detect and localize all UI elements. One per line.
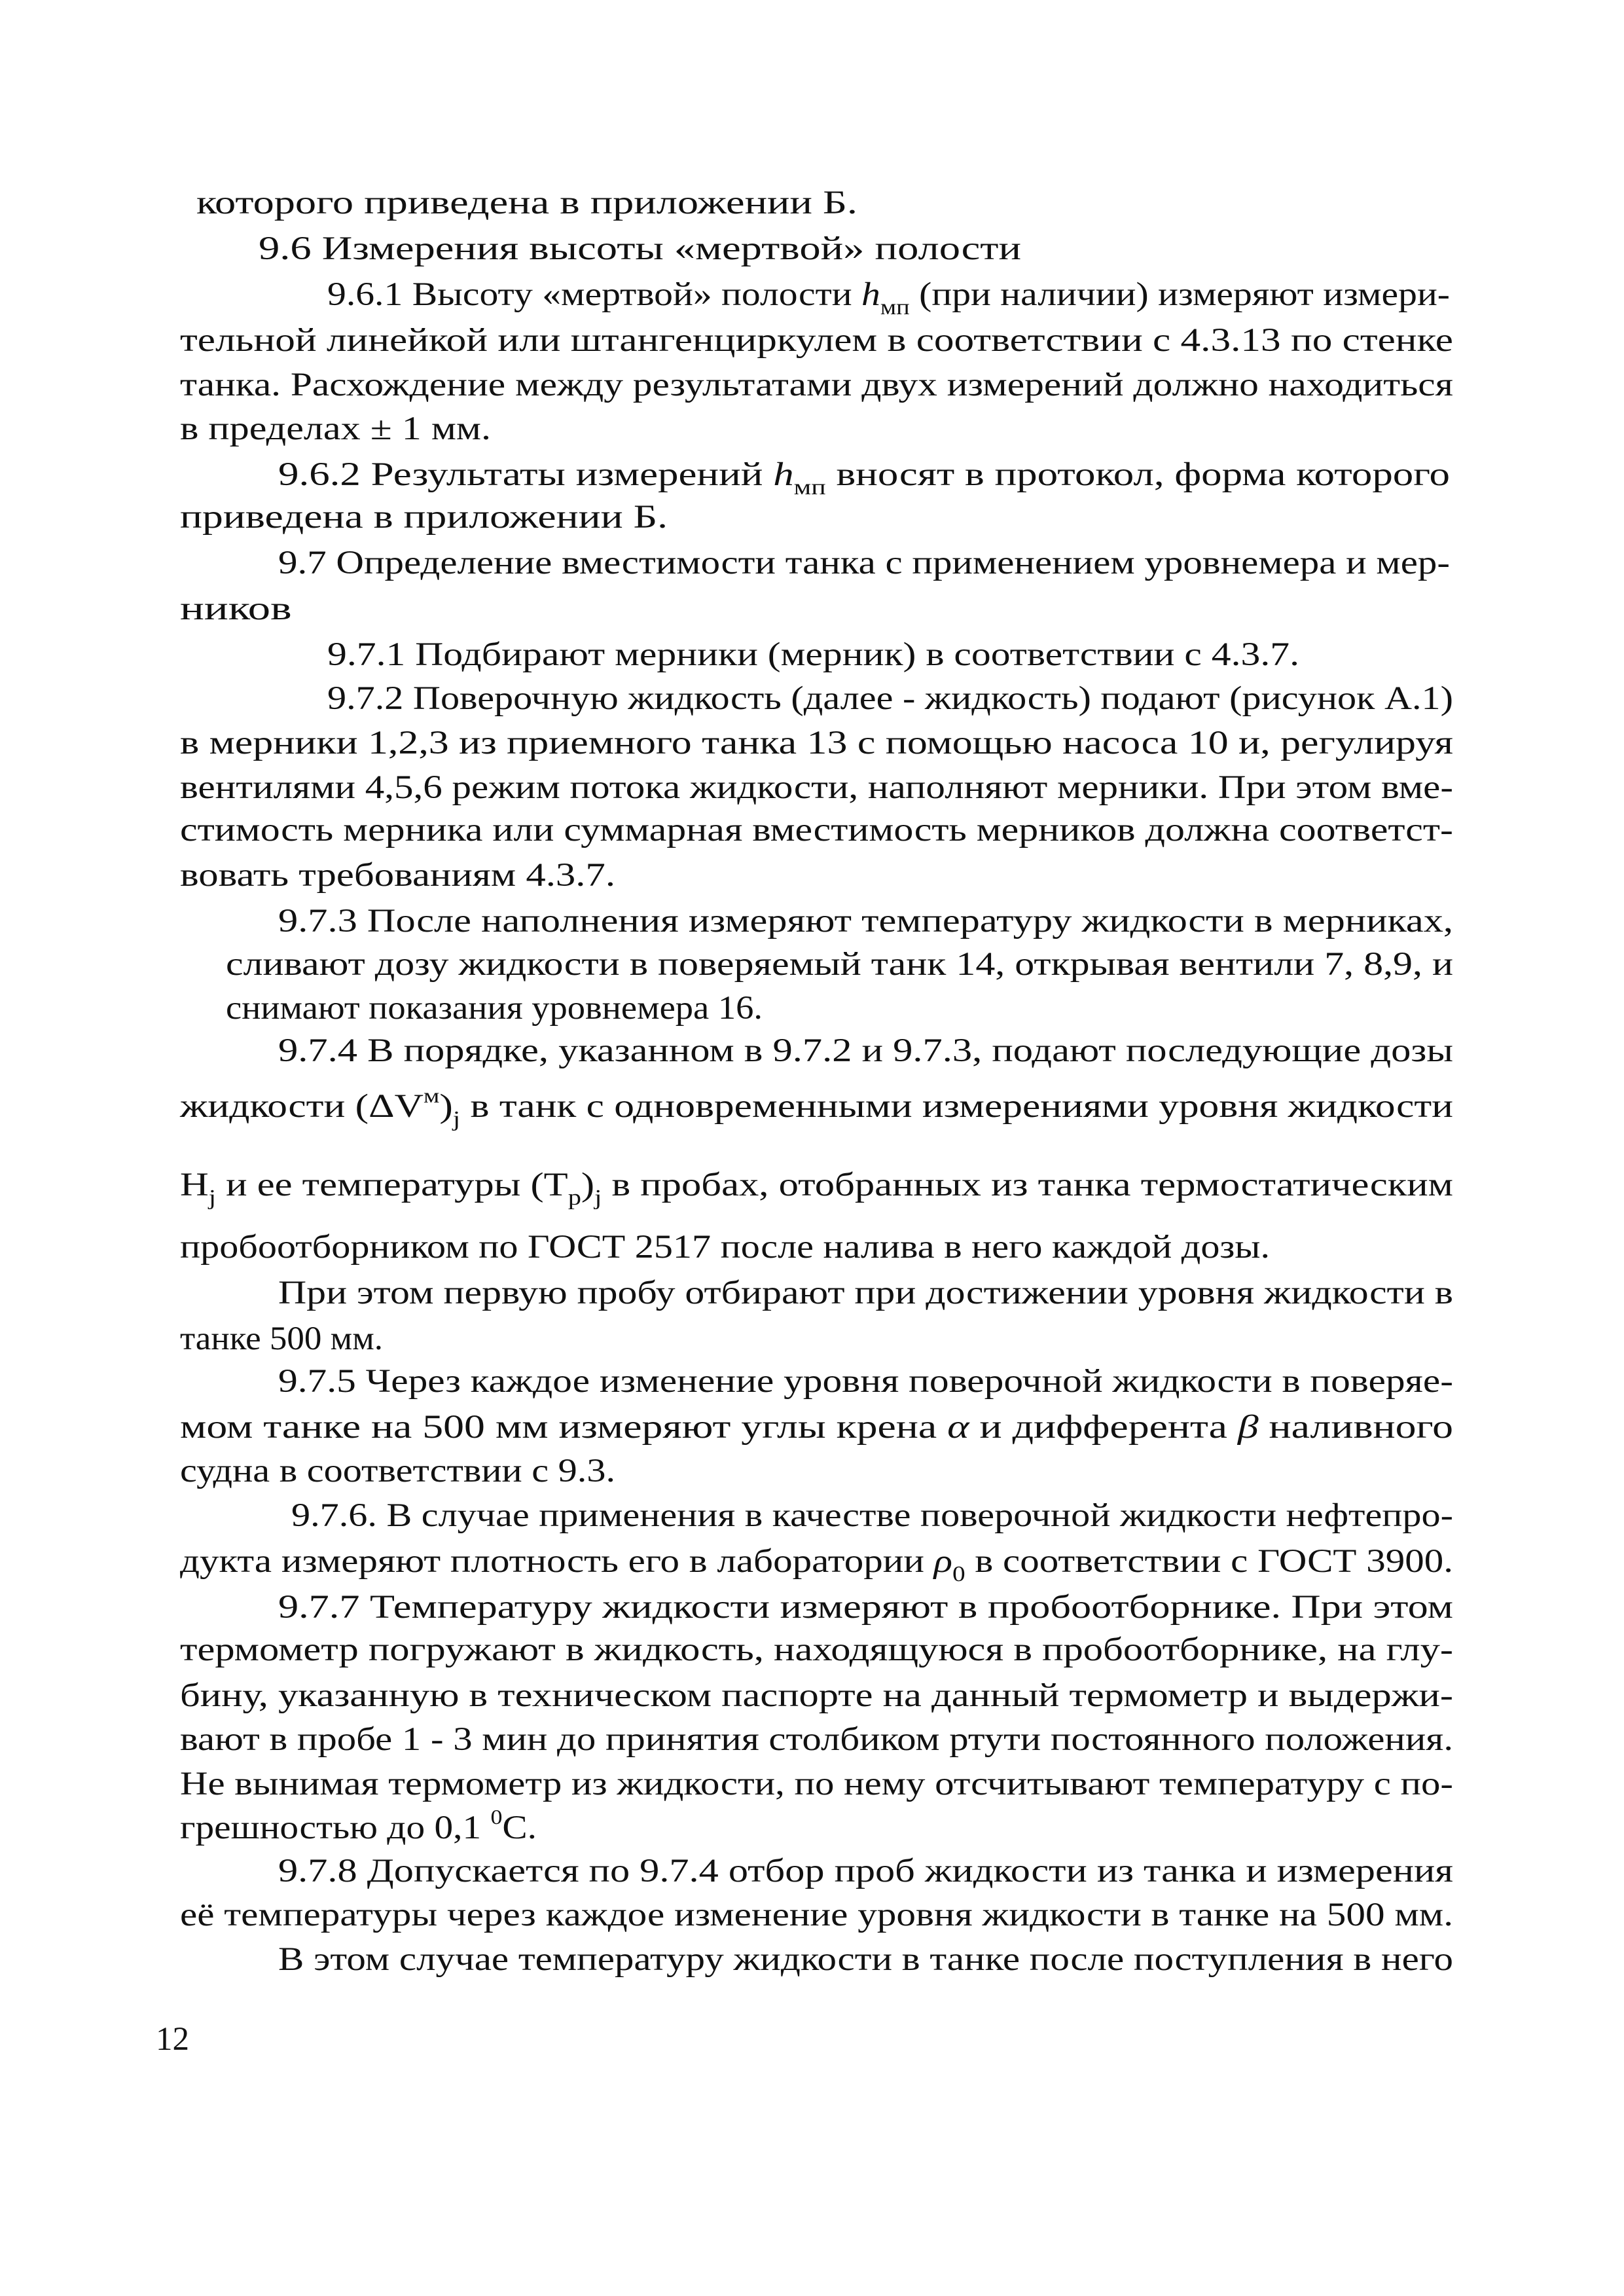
text-run: ) <box>439 1088 453 1125</box>
text-run: дукта измеряют плотность его в лаборатории <box>180 1543 934 1580</box>
text-line <box>180 1084 1454 1131</box>
text-run: T <box>543 1167 568 1203</box>
text-run: 9.7.7 Температуру жидкости измеряют в пробоотборнике. При этом <box>278 1589 1453 1626</box>
subscript: j <box>208 1186 217 1210</box>
text-line <box>327 276 1450 319</box>
superscript: 0 <box>490 1805 503 1829</box>
text-run: 9.7.6. В случае применения в качестве поверочной жидкости нефтепро- <box>291 1497 1453 1534</box>
text-line <box>180 1543 1453 1586</box>
text-run: вносят в протокол, форма которого <box>825 456 1450 493</box>
text-run: (при наличии) измеряют измери- <box>909 276 1450 313</box>
text-line <box>180 1723 1453 1757</box>
text-line <box>278 1277 1453 1310</box>
text-run: ) <box>581 1167 595 1203</box>
text-run: пробоотборником по ГОСТ 2517 после налива в него каждой дозы. <box>180 1229 1270 1266</box>
text-run: H <box>180 1167 209 1203</box>
text-run: тельной линейкой или штангенциркулем в соответствии с 4.3.13 по стенке <box>180 322 1453 359</box>
text-line <box>180 1633 1453 1667</box>
text-run: 9.7.5 Через каждое изменение уровня поверочной жидкости в поверяе- <box>278 1363 1453 1400</box>
text-line <box>226 948 1453 981</box>
text-line <box>291 1499 1453 1533</box>
symbol: h <box>861 276 880 313</box>
subscript: j <box>452 1107 461 1131</box>
text-run: ников <box>180 591 292 627</box>
text-run: в мерники 1,2,3 из приемного танка 13 с помощью насоса 10 и, регулируя <box>180 725 1453 761</box>
text-line <box>180 814 1453 847</box>
symbol: β <box>1237 1409 1259 1446</box>
text-run: вентилями 4,5,6 режим потока жидкости, наполняют мерники. При этом вме- <box>180 769 1453 806</box>
text-run: сливают дозу жидкости в поверяемый танк 14, открывая вентили 7, 8,9, и <box>226 946 1453 983</box>
symbol: α <box>947 1409 969 1446</box>
text-run: танке 500 мм. <box>180 1321 383 1357</box>
text-run: При этом первую пробу отбирают при достижении уровня жидкости в <box>278 1275 1453 1311</box>
text-run: 9.7.8 Допускается по 9.7.4 отбор проб жидкости из танка и измерения <box>278 1853 1453 1889</box>
text-line <box>278 1034 1453 1068</box>
text-line <box>278 1855 1453 1888</box>
text-run: В этом случае температуру жидкости в танке после поступления в него <box>278 1941 1453 1978</box>
text-run: 9.7.1 Подбирают мерники (мерник) в соответствии с 4.3.7. <box>327 636 1300 673</box>
text-run: жидкости ( <box>180 1088 369 1125</box>
subscript: мп <box>793 475 826 500</box>
text-line <box>278 1591 1453 1624</box>
text-line <box>278 1365 1453 1398</box>
text-line <box>180 369 1453 402</box>
text-run: грешностью до 0,1 <box>180 1810 491 1846</box>
text-run: С. <box>502 1810 537 1846</box>
text-line <box>327 638 1299 672</box>
text-line <box>180 1805 537 1846</box>
text-line <box>180 859 615 892</box>
text-run: 9.6 Измерения высоты «мертвой» полости <box>259 230 1021 267</box>
text-run: наливного <box>1258 1409 1453 1446</box>
text-run: бину, указанную в техническом паспорте на данный термометр и выдержи- <box>180 1677 1453 1714</box>
text-line <box>180 412 491 446</box>
subscript: 0 <box>952 1562 965 1586</box>
text-run: в соответствии с ГОСТ 3900. <box>965 1543 1453 1580</box>
text-line <box>259 232 1021 266</box>
text-run: её температуры через каждое изменение уровня жидкости в танке на 500 мм. <box>180 1897 1453 1933</box>
text-line <box>180 592 292 626</box>
text-line <box>180 1411 1453 1444</box>
text-run: вают в пробе 1 - 3 мин до принятия столбиком ртути постоянного положения. <box>180 1721 1453 1758</box>
text-line <box>278 1943 1453 1977</box>
text-run: 9.6.2 Результаты измерений <box>278 456 774 493</box>
text-run: стимость мерника или суммарная вместимость мерников должна соответст- <box>180 812 1453 848</box>
symbol: h <box>773 456 794 493</box>
text-line <box>180 771 1453 805</box>
text-line <box>278 547 1450 580</box>
symbol: ρ <box>933 1543 952 1580</box>
text-line <box>180 1679 1453 1713</box>
text-run: снимают показания уровнемера 16. <box>226 990 763 1027</box>
subscript: p <box>568 1186 581 1210</box>
text-run: Не вынимая термометр из жидкости, по нему отсчитывают температуру с по- <box>180 1766 1453 1802</box>
text-run: термометр погружают в жидкость, находящуюся в пробоотборнике, на глу- <box>180 1631 1453 1668</box>
text-line <box>180 1167 1454 1210</box>
text-run: танка. Расхождение между результатами двух измерений должно находиться <box>180 367 1453 403</box>
text-line <box>196 187 857 220</box>
text-run: приведена в приложении Б. <box>180 499 668 536</box>
subscript: мп <box>880 295 910 319</box>
text-run: вовать требованиям 4.3.7. <box>180 857 615 894</box>
text-line <box>180 1231 1270 1264</box>
text-line <box>180 1899 1453 1932</box>
text-line <box>278 456 1450 500</box>
text-run: 9.7.4 В порядке, указанном в 9.7.2 и 9.7.3, подают последующие дозы <box>278 1032 1453 1069</box>
text-line <box>278 905 1453 938</box>
text-line <box>180 1455 615 1488</box>
text-line <box>180 501 668 534</box>
text-run: 9.7.2 Поверочную жидкость (далее - жидкость) подают (рисунок А.1) <box>327 680 1453 717</box>
text-run: в танк с одновременными измерениями уровня жидкости <box>460 1088 1454 1125</box>
text-run: судна в соответствии с 9.3. <box>180 1453 615 1489</box>
text-line <box>327 682 1453 716</box>
text-run: 9.6.1 Высоту «мертвой» полости <box>327 276 862 313</box>
superscript: м <box>423 1084 440 1107</box>
text-line <box>226 992 763 1025</box>
text-run: и дифферента <box>969 1409 1238 1446</box>
text-run: 9.7.3 После наполнения измеряют температуру жидкости в мерниках, <box>278 903 1453 939</box>
text-line <box>180 1322 383 1356</box>
text-run: которого приведена в приложении Б. <box>196 185 857 221</box>
text-run: мом танке на 500 мм измеряют углы крена <box>180 1409 948 1446</box>
text-run: ΔV <box>369 1088 424 1125</box>
text-run: в пробах, отобранных из танка термостатическим <box>602 1167 1454 1203</box>
page-number: 12 <box>156 2021 189 2058</box>
text-line <box>180 324 1453 357</box>
text-run: в пределах ± 1 мм. <box>180 410 491 447</box>
text-run: и ее температуры ( <box>216 1167 544 1203</box>
text-run: 9.7 Определение вместимости танка с применением уровнемера и мер- <box>278 545 1450 581</box>
subscript: j <box>594 1186 602 1210</box>
text-line <box>180 1768 1453 1801</box>
text-line <box>180 727 1453 760</box>
